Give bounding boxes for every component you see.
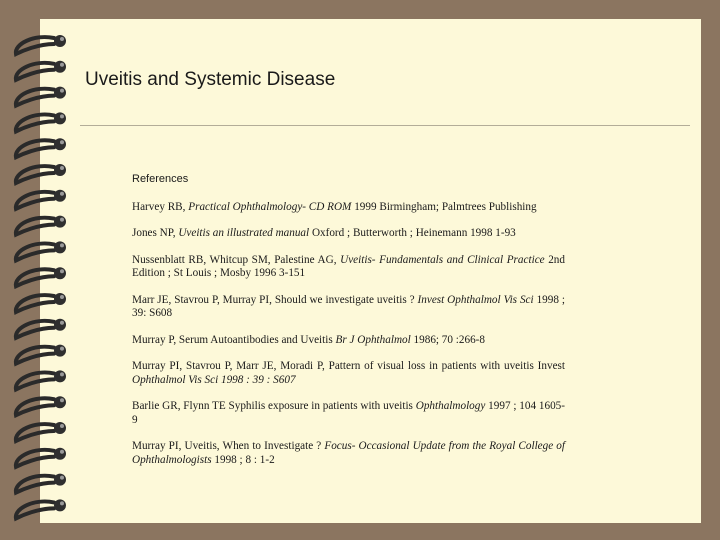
binding-ring (16, 190, 66, 209)
binding-ring (16, 61, 66, 80)
references-section (132, 173, 565, 467)
binding-ring (16, 370, 66, 389)
binding-ring (16, 267, 66, 286)
references-list (132, 201, 565, 468)
slide-title: Uveitis and Systemic Disease (85, 69, 336, 90)
binding-ring (16, 164, 66, 183)
reference-item: Jones NP, Uveitis an illustrated manual Oxford ; Butterworth ; Heinemann 1998 1-93 (132, 227, 516, 239)
binding-ring (16, 112, 66, 131)
binding-ring (16, 396, 66, 415)
reference-item: Nussenblatt RB, Whitcup SM, Palestine AG, Uveitis- Fundamentals and Clinical Practice 2nd Edition ; St Louis ; Mosby 1996 3-151 (132, 253, 565, 279)
binding-ring (16, 293, 66, 312)
title-divider (80, 125, 690, 126)
binding-ring (16, 345, 66, 364)
binding-ring (16, 474, 66, 493)
binding-ring (16, 319, 66, 338)
binding-ring (16, 216, 66, 235)
references-heading: References (132, 173, 189, 185)
reference-item: Murray PI, Stavrou P, Marr JE, Moradi P, Pattern of visual loss in patients with uveitis Invest Ophthalmol Vis Sci 1998 : 39 : S607 (132, 360, 565, 386)
binding-ring (16, 499, 66, 518)
binding-ring (16, 35, 66, 54)
binding-ring (16, 422, 66, 441)
reference-item: Marr JE, Stavrou P, Murray PI, Should we investigate uveitis ? Invest Ophthalmol Vis Sci 1998 ; 39: S608 (132, 293, 565, 319)
reference-item: Murray P, Serum Autoantibodies and Uveitis Br J Ophthalmol 1986; 70 :266-8 (132, 333, 486, 346)
reference-item: Barlie GR, Flynn TE Syphilis exposure in patients with uveitis Ophthalmology 1997 ; 104 1605-9 (132, 400, 565, 426)
reference-item: Harvey RB, Practical Ophthalmology- CD ROM 1999 Birmingham; Palmtrees Publishing (132, 200, 537, 213)
binding-ring (16, 87, 66, 106)
reference-item: Murray PI, Uveitis, When to Investigate ? Focus- Occasional Update from the Royal College of Ophthalmologists 1998 ; 8 : 1-2 (132, 440, 566, 466)
binding-ring (16, 138, 66, 157)
spiral-binding (0, 0, 80, 540)
binding-ring (16, 448, 66, 467)
binding-ring (16, 241, 66, 260)
